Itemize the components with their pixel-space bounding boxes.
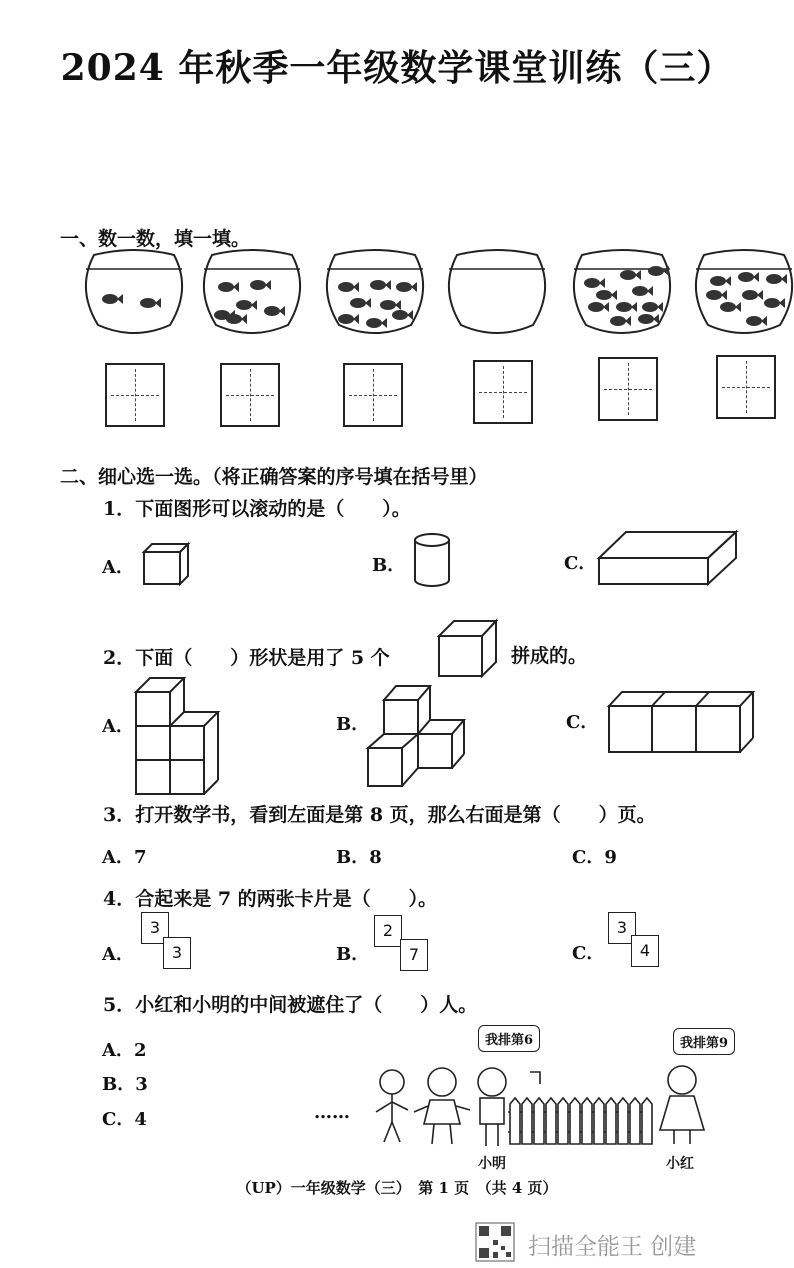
fish-icon — [392, 310, 413, 320]
q4-option-c[interactable]: C． — [572, 943, 605, 964]
cylinder-icon — [412, 530, 462, 590]
number-card: 3 — [163, 937, 191, 969]
number-card: 4 — [631, 935, 659, 967]
q3-option-c[interactable]: C．9 — [572, 847, 617, 868]
question-2-part1: 2．下面（ ）形状是用了 5 个 — [103, 647, 390, 669]
fishbowl-row — [0, 245, 794, 345]
section-1-heading: 一、数一数，填一填。 — [60, 228, 251, 250]
fish-icon — [236, 300, 257, 310]
number-card: 3 — [608, 912, 636, 944]
q1-option-b[interactable]: B． — [372, 555, 406, 576]
cube-row-c-icon — [606, 688, 756, 758]
fence-picket — [594, 1098, 604, 1144]
fish-icon — [218, 282, 239, 292]
q1-option-a[interactable]: A． — [102, 557, 134, 578]
fish-icon — [140, 298, 161, 308]
cube-icon — [140, 540, 200, 590]
cuboid-icon — [596, 528, 746, 588]
fence-picket — [630, 1098, 640, 1144]
fence-picket — [534, 1098, 544, 1144]
speech-bubble-xiaoming: 我排第6 — [478, 1025, 540, 1052]
fish-icon — [380, 300, 401, 310]
question-1: 1．下面图形可以滚动的是（ ）。 — [103, 498, 411, 520]
fence-picket — [546, 1098, 556, 1144]
fish-icon — [638, 314, 659, 324]
fishbowl-5 — [574, 250, 670, 333]
answer-box-5[interactable] — [598, 357, 658, 421]
answer-box-2[interactable] — [220, 363, 280, 427]
fishbowl-3 — [327, 250, 423, 333]
question-4: 4．合起来是 7 的两张卡片是（ ）。 — [103, 888, 438, 910]
name-label-xiaohong: 小红 — [666, 1156, 694, 1172]
answer-box-3[interactable] — [343, 363, 403, 427]
fish-icon — [370, 280, 391, 290]
fish-icon — [584, 278, 605, 288]
q4-option-b[interactable]: B． — [336, 944, 370, 965]
question-3: 3．打开数学书，看到左面是第 8 页，那么右面是第（ ）页。 — [103, 804, 656, 826]
fish-icon — [396, 282, 417, 292]
fence-picket — [642, 1098, 652, 1144]
q5-option-a[interactable]: A．2 — [102, 1040, 147, 1061]
q2-option-a[interactable]: A． — [102, 716, 134, 737]
fish-icon — [710, 276, 731, 286]
number-card: 2 — [374, 915, 402, 947]
fish-icon — [632, 286, 653, 296]
fence-picket — [570, 1098, 580, 1144]
fish-icon — [588, 302, 609, 312]
watermark-text: 扫描全能王 创建 — [528, 1234, 697, 1260]
fish-icon — [742, 290, 763, 300]
fishbowl-6 — [696, 250, 792, 333]
fence-picket — [606, 1098, 616, 1144]
answer-box-1[interactable] — [105, 363, 165, 427]
answer-box-6[interactable] — [716, 355, 776, 419]
fish-icon — [350, 298, 371, 308]
fishbowl-1 — [86, 250, 182, 333]
q5-option-b[interactable]: B．3 — [102, 1074, 148, 1095]
q1-option-c[interactable]: C． — [564, 553, 597, 574]
fishbowl-2 — [204, 250, 300, 333]
fish-icon — [338, 314, 359, 324]
q4-option-a[interactable]: A． — [102, 944, 134, 965]
q3-option-a[interactable]: A．7 — [102, 847, 147, 868]
q3-option-b[interactable]: B．8 — [336, 847, 382, 868]
page-title: 2024 年秋季一年级数学课堂训练（三） — [60, 47, 734, 89]
fish-icon — [610, 316, 631, 326]
name-label-xiaoming: 小明 — [478, 1156, 506, 1172]
question-5: 5．小红和小明的中间被遮住了（ ）人。 — [103, 994, 478, 1016]
section-2-heading: 二、细心选一选。（将正确答案的序号填在括号里） — [60, 466, 488, 488]
fish-icon — [620, 270, 641, 280]
fence-picket — [558, 1098, 568, 1144]
fish-icon — [366, 318, 387, 328]
fish-icon — [746, 316, 767, 326]
fish-icon — [264, 306, 285, 316]
fish-icon — [226, 314, 247, 324]
fish-icon — [720, 302, 741, 312]
fence-picket — [522, 1098, 532, 1144]
fence-picket — [618, 1098, 628, 1144]
fish-icon — [596, 290, 617, 300]
q2-option-c[interactable]: C． — [566, 712, 599, 733]
fishbowl-4 — [449, 250, 545, 333]
q2-option-b[interactable]: B． — [336, 714, 370, 735]
number-card: 7 — [400, 939, 428, 971]
page-footer: （UP）一年级数学（三） 第 1 页 （共 4 页） — [236, 1179, 558, 1197]
q5-option-c[interactable]: C．4 — [102, 1109, 147, 1130]
ellipsis-dots: …… — [314, 1102, 350, 1123]
qr-code-icon — [475, 1222, 515, 1262]
fish-icon — [648, 266, 669, 276]
cube-stack-a-icon — [130, 674, 230, 804]
fish-icon — [102, 294, 123, 304]
number-card: 3 — [141, 912, 169, 944]
fence-picket — [582, 1098, 592, 1144]
speech-bubble-xiaohong: 我排第9 — [673, 1028, 735, 1055]
small-cube-icon — [436, 618, 506, 680]
fish-icon — [738, 272, 759, 282]
fish-icon — [706, 290, 727, 300]
queue-children-fence-illustration — [370, 1060, 730, 1150]
answer-box-4[interactable] — [473, 360, 533, 424]
fish-icon — [642, 302, 663, 312]
question-2-part2: 拼成的。 — [511, 645, 588, 667]
fish-icon — [338, 282, 359, 292]
fish-icon — [764, 298, 785, 308]
fish-icon — [250, 280, 271, 290]
fish-icon — [616, 302, 637, 312]
cube-stack-b-icon — [364, 680, 484, 800]
fish-icon — [766, 274, 787, 284]
fence-picket — [510, 1098, 520, 1144]
